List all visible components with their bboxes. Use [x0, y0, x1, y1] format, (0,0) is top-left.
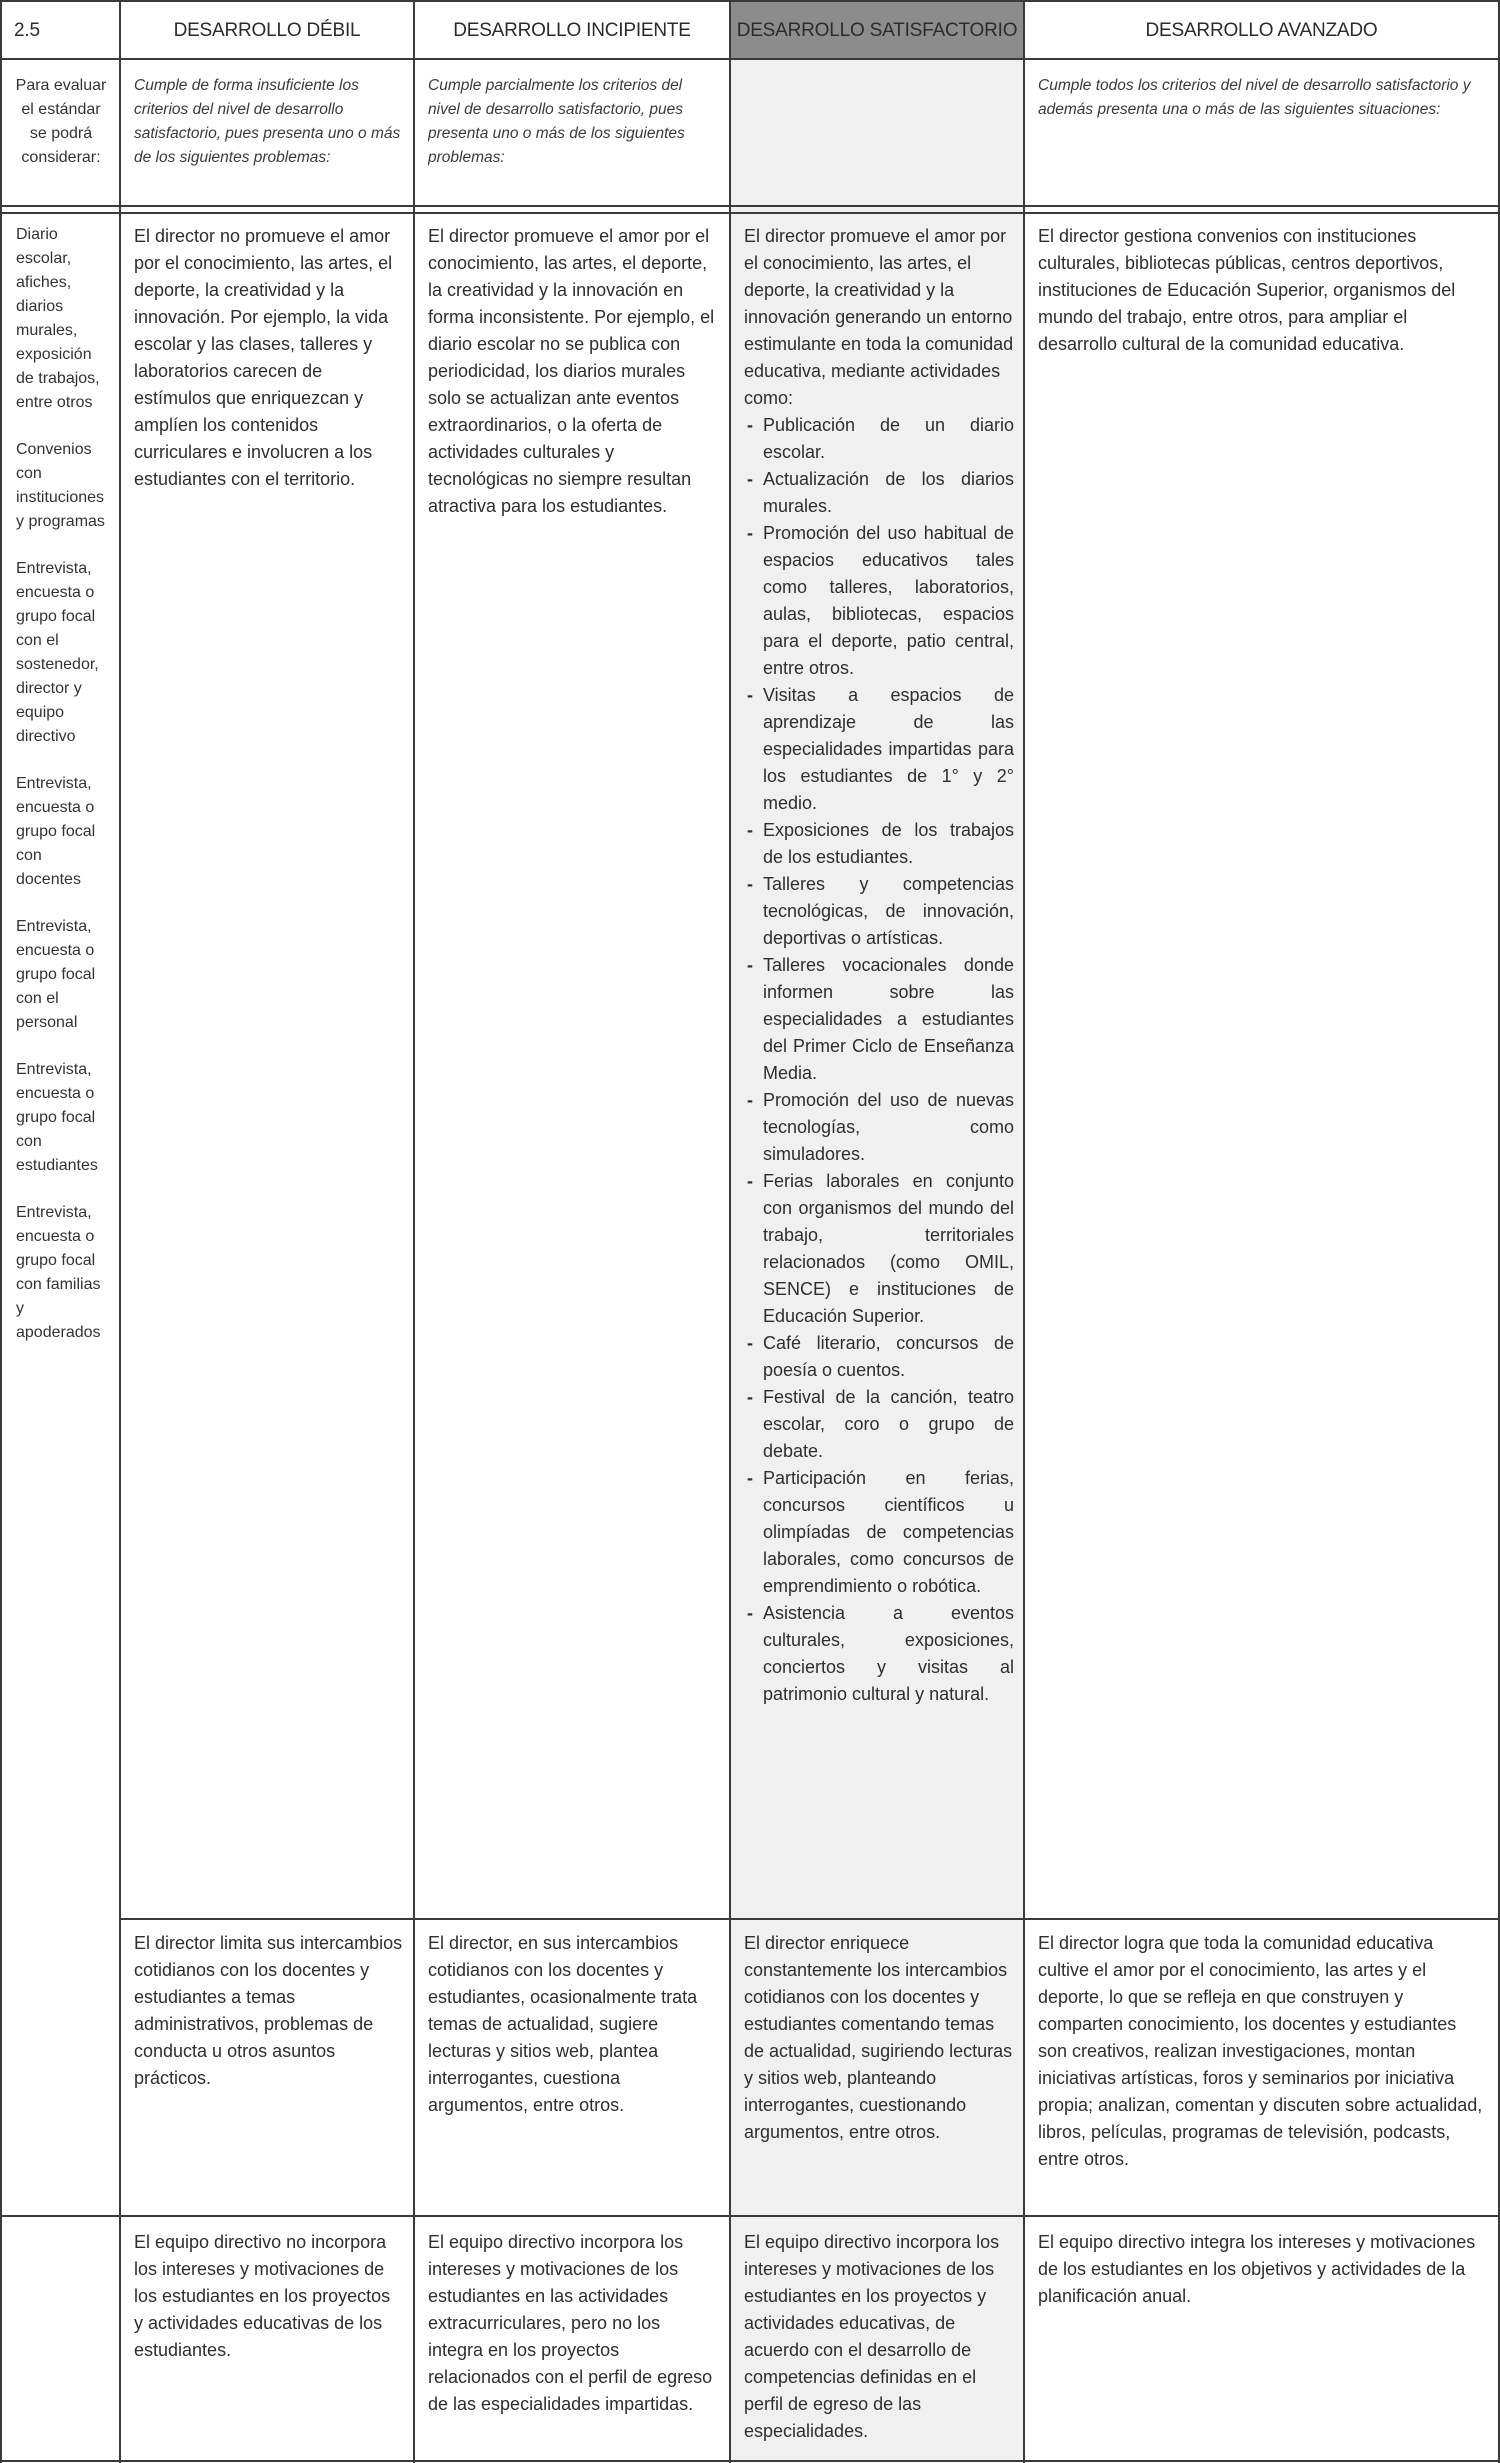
activity-item: - Exposiciones de los trabajos de los estudiantes. [744, 817, 1014, 871]
intro-avanzado: Cumple todos los criterios del nivel de desarrollo satisfactorio y además presenta una o más de las siguientes situaciones: [1038, 77, 1471, 118]
activity-item: - Talleres y competencias tecnológicas, de innovación, deportivas o artísticas. [744, 871, 1014, 952]
grid-line [0, 58, 1500, 60]
source-item: Convenios con instituciones y programas [16, 441, 105, 530]
activity-item: - Promoción del uso habitual de espacios educativos tales como talleres, laboratorios, aulas, bibliotecas, espacios para el deporte, patio central, entre otros. [744, 520, 1014, 682]
activity-item: - Participación en ferias, concursos científicos u olimpíadas de competencias laborales, como concursos de emprendimiento o robótica. [744, 1465, 1014, 1600]
grid-line [0, 2215, 1500, 2217]
row3-debil: El equipo directivo no incorpora los intereses y motivaciones de los estudiantes en los proyectos y actividades educativas de los estudiantes. [134, 2232, 391, 2360]
activity-item: - Publicación de un diario escolar. [744, 412, 1014, 466]
standard-code: 2.5 [14, 20, 40, 41]
activity-item: - Café literario, concursos de poesía o cuentos. [744, 1330, 1014, 1384]
row1-incipiente: El director promueve el amor por el conocimiento, las artes, el deporte, la creatividad y la innovación en forma inconsistente. Por ejemplo, el diario escolar no se publica con periodicidad, los diarios murales solo se actualizan ante eventos extraordinarios, o la oferta de actividades culturales y tecnológicas no siempre resultan atractiva para los estudiantes. [428, 226, 715, 516]
source-item: Entrevista, encuesta o grupo focal con docentes [16, 775, 96, 888]
row3-avanzado: El equipo directivo integra los intereses y motivaciones de los estudiantes en los objetivos y actividades de la planificación anual. [1038, 2232, 1476, 2306]
evaluation-sources-intro: Para evaluar el estándar se podrá considerar: [15, 77, 107, 166]
grid-line [413, 0, 415, 2463]
row3-satisfactorio: El equipo directivo incorpora los intereses y motivaciones de los estudiantes en los proyectos y actividades educativas, de acuerdo con el desarrollo de competencias definidas en el perfil de egreso de las especialidades. [744, 2232, 1000, 2441]
activity-item: - Asistencia a eventos culturales, exposiciones, conciertos y visitas al patrimonio cultural y natural. [744, 1600, 1014, 1708]
grid-line [0, 0, 2, 2463]
activity-item: - Festival de la canción, teatro escolar, coro o grupo de debate. [744, 1384, 1014, 1465]
row1-satisfactorio [744, 223, 1014, 1708]
header-desarrollo-debil: DESARROLLO DÉBIL [173, 20, 361, 41]
activity-item: - Ferias laborales en conjunto con organismos del mundo del trabajo, territoriales relacionados (como OMIL, SENCE) e instituciones de Educación Superior. [744, 1168, 1014, 1330]
grid-line [729, 0, 731, 2463]
activity-item: - Talleres vocacionales donde informen sobre las especialidades a estudiantes del Primer Ciclo de Enseñanza Media. [744, 952, 1014, 1087]
row2-incipiente: El director, en sus intercambios cotidianos con los docentes y estudiantes, ocasionalmente trata temas de actualidad, sugiere lecturas y sitios web, plantea interrogantes, cuestiona argumentos, entre otros. [428, 1933, 698, 2115]
intro-debil: Cumple de forma insuficiente los criterios del nivel de desarrollo satisfactorio, pues presenta uno o más de los siguientes problemas: [134, 77, 401, 166]
header-desarrollo-incipiente: DESARROLLO INCIPIENTE [453, 20, 691, 41]
intro-incipiente: Cumple parcialmente los criterios del nivel de desarrollo satisfactorio, pues presenta uno o más de los siguientes problemas: [428, 77, 685, 166]
grid-line [0, 0, 1500, 2]
evaluation-sources-list [16, 223, 110, 1463]
source-item: Entrevista, encuesta o grupo focal con el personal [16, 918, 96, 1031]
grid-line [0, 205, 1500, 207]
row1-debil: El director no promueve el amor por el conocimiento, las artes, el deporte, la creatividad y la innovación. Por ejemplo, la vida escolar y las clases, talleres y laboratorios carecen de estímulos que enriquezcan y amplíen los contenidos curriculares e involucren a los estudiantes con el territorio. [134, 226, 393, 489]
source-item: Entrevista, encuesta o grupo focal con estudiantes [16, 1061, 98, 1174]
header-desarrollo-avanzado: DESARROLLO AVANZADO [1145, 20, 1378, 41]
row1-satisfactorio-intro: El director promueve el amor por el conocimiento, las artes, el deporte, la creatividad y la innovación generando un entorno estimulante en toda la comunidad educativa, mediante actividades como: [744, 226, 1014, 408]
grid-line [119, 0, 121, 2463]
source-item: Diario escolar, afiches, diarios murales, exposición de trabajos, entre otros [16, 226, 100, 411]
activity-item: - Visitas a espacios de aprendizaje de las especialidades impartidas para los estudiantes de 1° y 2° medio. [744, 682, 1014, 817]
row1-avanzado: El director gestiona convenios con instituciones culturales, bibliotecas públicas, centros deportivos, instituciones de Educación Superior, organismos del mundo del trabajo, entre otros, para ampliar el desarrollo cultural de la comunidad educativa. [1038, 226, 1456, 354]
row2-satisfactorio: El director enriquece constantemente los intercambios cotidianos con los docentes y estudiantes comentando temas de actualidad, sugiriendo lecturas y sitios web, planteando interrogantes, cuestionando argumentos, entre otros. [744, 1933, 1013, 2142]
source-item: Entrevista, encuesta o grupo focal con familias y apoderados [16, 1204, 101, 1341]
grid-line [121, 1918, 1500, 1920]
row2-avanzado: El director logra que toda la comunidad educativa cultive el amor por el conocimiento, las artes y el deporte, lo que se refleja en que construyen y comparten conocimiento, los docentes y estudiantes son creativos, realizan investigaciones, montan iniciativas artísticas, foros y seminarios por iniciativa propia; analizan, comentan y discuten sobre actualidad, libros, películas, programas de televisión, podcasts, entre otros. [1038, 1933, 1483, 2169]
source-item: Entrevista, encuesta o grupo focal con el sostenedor, director y equipo directivo [16, 560, 99, 745]
header-desarrollo-satisfactorio: DESARROLLO SATISFACTORIO [736, 20, 1018, 41]
activity-list [744, 412, 1014, 1708]
row3-incipiente: El equipo directivo incorpora los intereses y motivaciones de los estudiantes en las actividades extracurriculares, pero no los integra en los proyectos relacionados con el perfil de egreso de las especialidades impartidas. [428, 2232, 713, 2414]
grid-line [0, 2460, 1500, 2462]
activity-item: - Promoción del uso de nuevas tecnologías, como simuladores. [744, 1087, 1014, 1168]
activity-item: - Actualización de los diarios murales. [744, 466, 1014, 520]
grid-line [0, 212, 1500, 214]
grid-line [1023, 0, 1025, 2463]
row2-debil: El director limita sus intercambios cotidianos con los docentes y estudiantes a temas administrativos, problemas de conducta u otros asuntos prácticos. [134, 1933, 403, 2088]
